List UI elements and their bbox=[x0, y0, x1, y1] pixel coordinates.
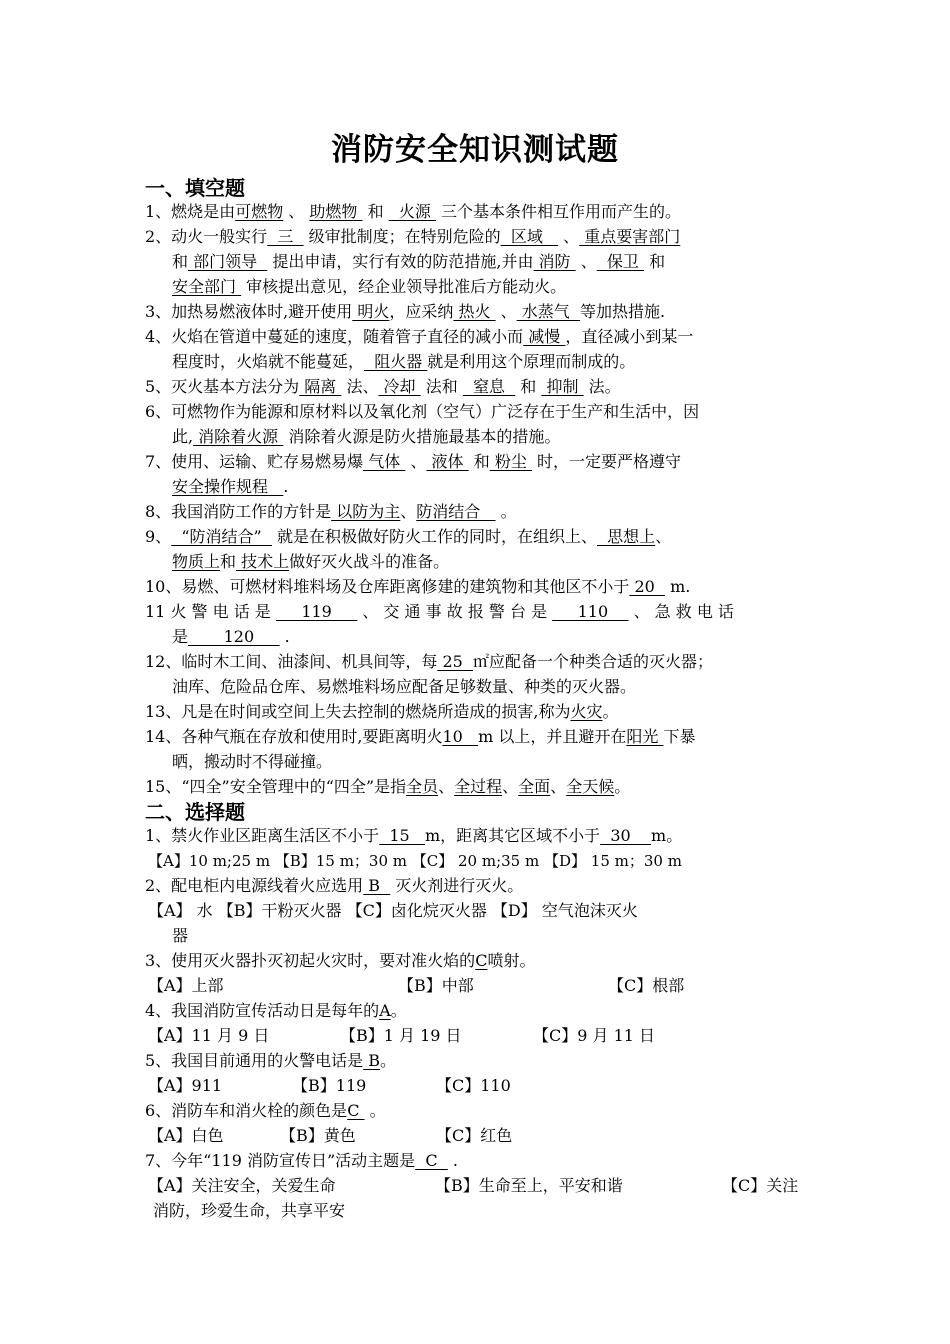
fill-question-4-line-2: 程度时，火焰就不能蔓延， 阻火器 就是利用这个原理而制成的。 bbox=[172, 352, 636, 371]
choice-question-7-option-c-wrap: 消防，珍爱生命，共享平安 bbox=[153, 1201, 346, 1220]
section-heading-fill: 一、填空题 bbox=[145, 176, 245, 200]
fill-question-4: 4、火焰在管道中蔓延的速度，随着管子直径的减小而 减慢 ，直径减小到某一 bbox=[145, 327, 694, 346]
fill-question-10: 10、易燃、可燃材料堆料场及仓库距离修建的建筑物和其他区不小于 20 m. bbox=[145, 577, 691, 596]
choice-question-3-option-b: 【B】中部 bbox=[398, 976, 474, 995]
fill-question-9-line-2: 物质上和 技术上做好灭火战斗的准备。 bbox=[172, 552, 450, 571]
choice-question-1-options: 【A】10 m;25 m 【B】15 m；30 m 【C】 20 m;35 m 【D】 15 m；30 m bbox=[148, 852, 682, 870]
choice-question-6-option-c: 【C】红色 bbox=[436, 1126, 513, 1145]
fill-question-11-line-2: 是 120 . bbox=[172, 627, 290, 646]
choice-question-6-option-b: 【B】黄色 bbox=[280, 1126, 356, 1145]
choice-question-3-option-a: 【A】上部 bbox=[148, 976, 224, 995]
choice-question-7-option-b: 【B】生命至上，平安和谐 bbox=[435, 1176, 623, 1195]
fill-question-7: 7、使用、运输、贮存易燃易爆 气体 、 液体 和 粉尘 时，一定要严格遵守 bbox=[145, 452, 682, 471]
fill-question-13: 13、凡是在时间或空间上失去控制的燃烧所造成的损害,称为火灾。 bbox=[145, 702, 619, 721]
page-title: 消防安全知识测试题 bbox=[331, 132, 619, 168]
fill-question-8: 8、我国消防工作的方针是 以防为主、防消结合 。 bbox=[145, 502, 517, 521]
fill-question-5: 5、灭火基本方法分为 隔离 法、 冷却 法和 窒息 和 抑制 法。 bbox=[145, 377, 621, 396]
fill-question-14-line-2: 晒，搬动时不得碰撞。 bbox=[172, 752, 333, 771]
choice-question-1: 1、禁火作业区距离生活区不小于 15 m，距离其它区域不小于 30 m。 bbox=[145, 826, 683, 845]
choice-question-4-option-c: 【C】9 月 11 日 bbox=[533, 1026, 656, 1045]
fill-question-14: 14、各种气瓶在存放和使用时,要距离明火10 m 以上，并且避开在阳光 下暴 bbox=[145, 727, 696, 746]
choice-question-3: 3、使用灭火器扑灭初起火灾时，要对准火焰的C喷射。 bbox=[145, 951, 536, 970]
fill-question-12-line-2: 油库、危险品仓库、易燃堆料场应配备足够数量、种类的灭火器。 bbox=[172, 677, 637, 696]
choice-question-5-option-c: 【C】110 bbox=[436, 1076, 511, 1095]
fill-question-2: 2、动火一般实行 三 级审批制度；在特别危险的 区域 、 重点要害部门 bbox=[145, 227, 681, 246]
choice-question-2-options: 【A】 水 【B】干粉灭火器 【C】卤化烷灭火器 【D】 空气泡沫灭火 bbox=[148, 901, 638, 920]
fill-question-15: 15、“四全”安全管理中的“四全”是指全员、全过程、全面、全天候。 bbox=[145, 777, 631, 796]
fill-question-6: 6、可燃物作为能源和原材料以及氧化剂（空气）广泛存在于生产和生活中，因 bbox=[145, 402, 700, 421]
choice-question-4-option-b: 【B】1 月 19 日 bbox=[340, 1026, 462, 1045]
choice-question-5: 5、我国目前通用的火警电话是 B。 bbox=[145, 1051, 397, 1070]
choice-question-7: 7、今年“119 消防宣传日”活动主题是 C . bbox=[145, 1151, 458, 1170]
fill-question-2-line-2: 和 部门领导 提出申请，实行有效的防范措施,并由 消防 、 保卫 和 bbox=[172, 252, 666, 271]
choice-question-4: 4、我国消防宣传活动日是每年的A。 bbox=[145, 1001, 407, 1020]
fill-question-1: 1、燃烧是由可燃物 、 助燃物 和 火源 三个基本条件相互作用而产生的。 bbox=[145, 202, 682, 221]
choice-question-7-option-c: 【C】关注 bbox=[722, 1176, 799, 1195]
fill-question-2-line-3: 安全部门 审核提出意见，经企业领导批准后方能动火。 bbox=[172, 277, 567, 296]
section-heading-choice: 二、选择题 bbox=[145, 800, 245, 824]
choice-question-4-option-a: 【A】11 月 9 日 bbox=[148, 1026, 270, 1045]
choice-question-3-option-c: 【C】根部 bbox=[608, 976, 685, 995]
choice-question-2: 2、配电柜内电源线着火应选用 B 灭火剂进行灭火。 bbox=[145, 876, 524, 895]
fill-question-11: 11 火 警 电 话 是 119 、 交 通 事 故 报 警 台 是 110 、 急 救 电 话 bbox=[145, 602, 734, 621]
fill-question-3: 3、加热易燃液体时,避开使用 明火，应采纳 热火 、 水蒸气 等加热措施. bbox=[145, 302, 666, 321]
choice-question-2-options-wrap: 器 bbox=[172, 926, 189, 945]
choice-question-5-option-b: 【B】119 bbox=[292, 1076, 367, 1095]
choice-question-7-option-a: 【A】关注安全，关爱生命 bbox=[148, 1176, 336, 1195]
choice-question-6: 6、消防车和消火栓的颜色是C 。 bbox=[145, 1101, 386, 1120]
fill-question-12: 12、临时木工间、油漆间、机具间等，每 25 ㎡应配备一个种类合适的灭火器； bbox=[145, 652, 714, 671]
choice-question-5-option-a: 【A】911 bbox=[148, 1076, 223, 1095]
fill-question-7-line-2: 安全操作规程 . bbox=[172, 477, 289, 496]
fill-question-9: 9、 “防消结合” 就是在积极做好防火工作的同时，在组织上、 思想上、 bbox=[145, 527, 672, 546]
fill-question-6-line-2: 此, 消除着火源 消除着火源是防火措施最基本的措施。 bbox=[172, 427, 561, 446]
choice-question-6-option-a: 【A】白色 bbox=[148, 1126, 224, 1145]
